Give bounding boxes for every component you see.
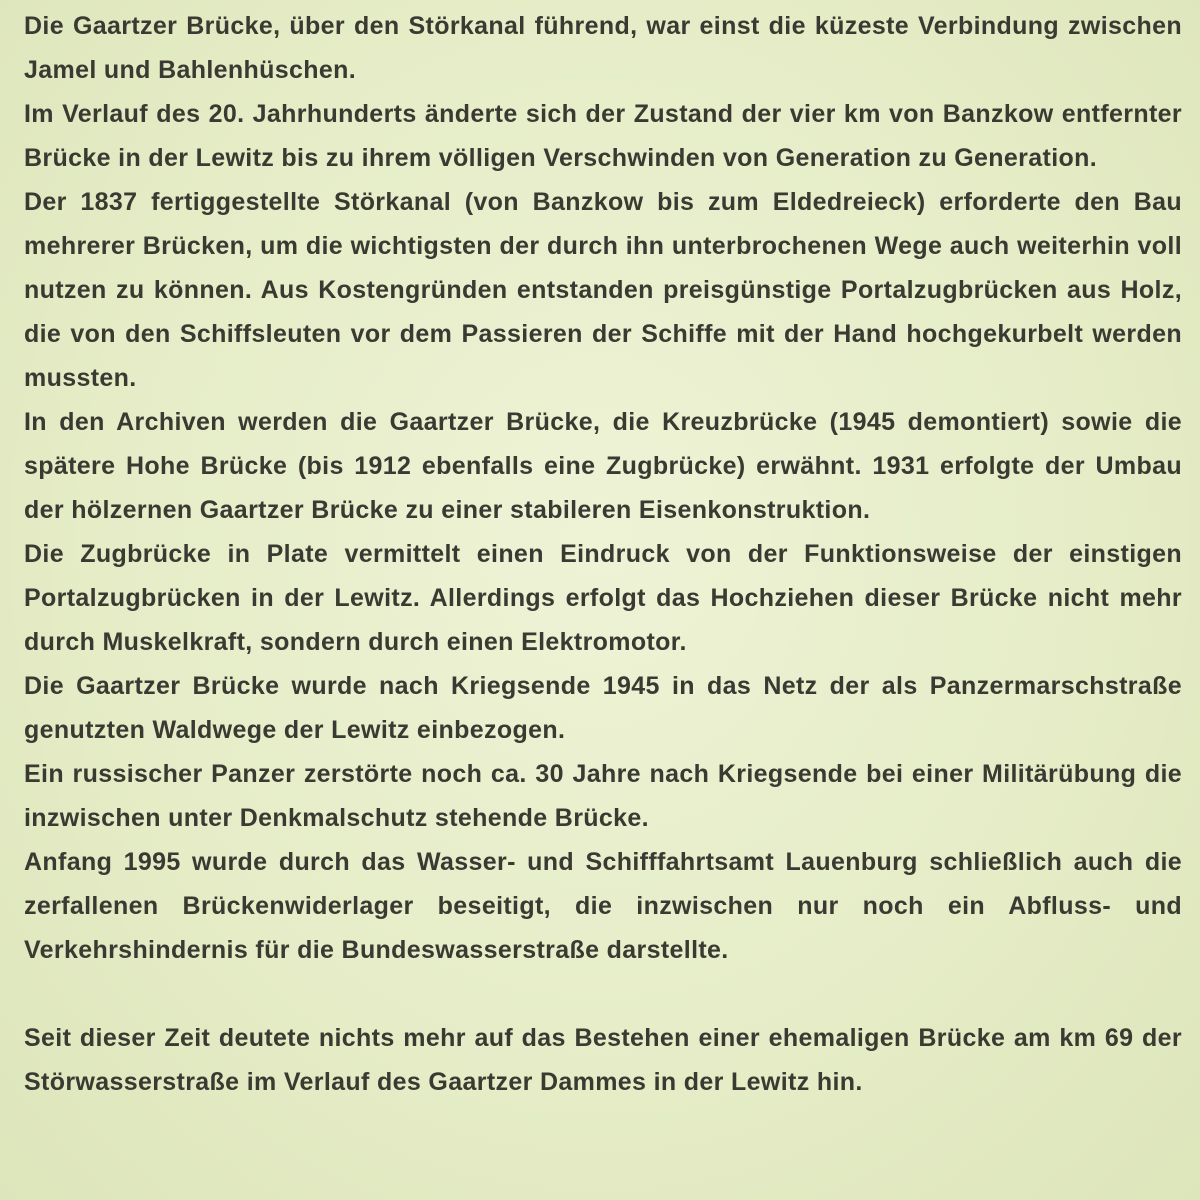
paragraph-postwar: Die Gaartzer Brücke wurde nach Kriegsende 1945 in das Netz der als Panzermarschstraße genutzten Waldwege der Lewitz einbezogen. [24, 672, 1182, 744]
paragraph-tank: Ein russischer Panzer zerstörte noch ca. 30 Jahre nach Kriegsende bei einer Militärübung die inzwischen unter Denkmalschutz stehende Brücke. [24, 760, 1182, 832]
paragraph-canal: Der 1837 fertiggestellte Störkanal (von Banzkow bis zum Eldedreieck) erforderte den Bau mehrerer Brücken, um die wichtigsten der durch ihn unterbrochenen Wege auch weiterhin voll nutzen zu können. Aus Kostengründen entstanden preisgünstige Portalzugbrücken aus Holz, die von den Schiffsleuten vor dem Passieren der Schiffe mit der Hand hochgekurbelt werden mussten. [24, 188, 1182, 392]
paragraph-closing: Seit dieser Zeit deutete nichts mehr auf das Bestehen einer ehemaligen Brücke am km 69 der Störwasserstraße im Verlauf des Gaartzer Dammes in der Lewitz hin. [24, 1024, 1182, 1096]
paragraph-archives: In den Archiven werden die Gaartzer Brücke, die Kreuzbrücke (1945 demontiert) sowie die spätere Hohe Brücke (bis 1912 ebenfalls eine Zugbrücke) erwähnt. 1931 erfolgte der Umbau der hölzernen Gaartzer Brücke zu einer stabileren Eisenkonstruktion. [24, 408, 1182, 524]
paragraph-1995: Anfang 1995 wurde durch das Wasser- und Schifffahrtsamt Lauenburg schließlich auch die zerfallenen Brückenwiderlager beseitigt, die inzwischen nur noch ein Abfluss- und Verkehrshindernis für die Bundeswasserstraße darstellte. [24, 848, 1182, 964]
paragraph-gap [24, 972, 1182, 1016]
paragraph-history: Im Verlauf des 20. Jahrhunderts änderte sich der Zustand der vier km von Banzkow entfernter Brücke in der Lewitz bis zu ihrem völligen Verschwinden von Generation zu Generation. [24, 100, 1182, 172]
paragraph-intro: Die Gaartzer Brücke, über den Störkanal führend, war einst die küzeste Verbindung zwischen Jamel und Bahlenhüschen. [24, 12, 1182, 84]
paragraph-plate-bridge: Die Zugbrücke in Plate vermittelt einen Eindruck von der Funktionsweise der einstigen Portalzugbrücken in der Lewitz. Allerdings erfolgt das Hochziehen dieser Brücke nicht mehr durch Muskelkraft, sondern durch einen Elektromotor. [24, 540, 1182, 656]
